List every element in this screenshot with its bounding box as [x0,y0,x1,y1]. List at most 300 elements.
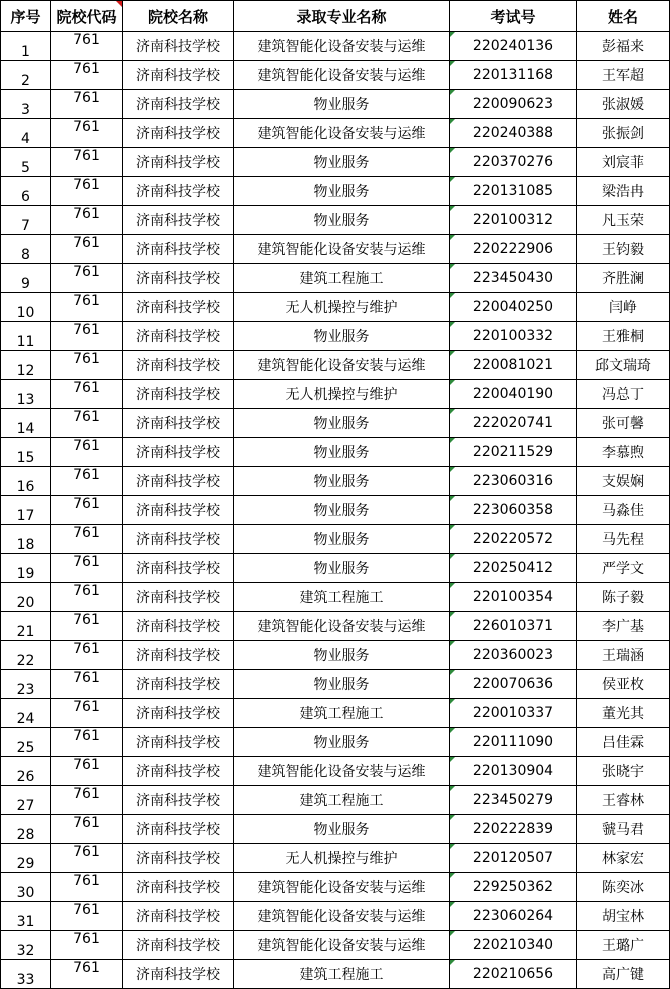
table-row [1,467,670,496]
cell-school-name[interactable] [123,177,234,206]
cell-seq[interactable] [1,641,51,670]
cell-major[interactable] [234,815,450,844]
number-as-text-marker-icon [450,757,455,762]
cell-major[interactable] [234,90,450,119]
cell-seq-text: 21 [16,624,35,640]
cell-school-name[interactable] [123,293,234,322]
cell-major-text: 建筑工程施工 [299,793,384,809]
cell-seq-text: 33 [16,972,35,988]
cell-school-code[interactable] [51,670,123,699]
cell-school-code[interactable] [51,351,123,380]
cell-seq[interactable] [1,409,51,438]
cell-student-name[interactable] [577,844,670,873]
number-as-text-marker-icon [450,554,455,559]
cell-school-code-text: 761 [73,757,100,773]
cell-student-name-text: 王瑞涵 [602,648,644,664]
number-as-text-marker-icon [450,815,455,820]
cell-school-code-text: 761 [73,467,100,483]
cell-student-name-text: 李慕煦 [602,445,644,461]
number-as-text-marker-icon [450,728,455,733]
cell-student-name-text: 陈子毅 [602,590,644,606]
cell-student-name[interactable] [577,322,670,351]
cell-major[interactable] [234,293,450,322]
cell-seq-text: 6 [21,189,30,205]
cell-exam-no[interactable] [450,206,577,235]
cell-school-name[interactable] [123,641,234,670]
cell-student-name[interactable] [577,699,670,728]
cell-seq[interactable] [1,931,51,960]
cell-major[interactable] [234,177,450,206]
cell-school-name[interactable] [123,438,234,467]
cell-seq[interactable] [1,264,51,293]
cell-major[interactable] [234,351,450,380]
cell-school-code[interactable] [51,148,123,177]
number-as-text-marker-icon [450,409,455,414]
cell-student-name[interactable] [577,525,670,554]
cell-student-name[interactable] [577,90,670,119]
cell-school-name[interactable] [123,32,234,61]
cell-school-code[interactable] [51,380,123,409]
cell-school-name[interactable] [123,873,234,902]
cell-exam-no-text: 222020741 [472,415,554,431]
cell-student-name[interactable] [577,206,670,235]
table-row [1,496,670,525]
cell-major[interactable] [234,235,450,264]
cell-school-code[interactable] [51,960,123,989]
cell-school-name-text: 济南科技学校 [136,677,220,693]
cell-major-text: 建筑智能化设备安装与运维 [257,358,426,374]
cell-exam-no[interactable] [450,815,577,844]
cell-seq[interactable] [1,467,51,496]
cell-seq[interactable] [1,728,51,757]
cell-seq[interactable] [1,525,51,554]
cell-exam-no[interactable] [450,148,577,177]
cell-school-code[interactable] [51,641,123,670]
cell-student-name-text: 齐胜澜 [602,271,644,287]
cell-seq-text: 29 [16,856,35,872]
number-as-text-marker-icon [450,873,455,878]
cell-major[interactable] [234,699,450,728]
cell-exam-no-text: 220100312 [472,212,554,228]
cell-student-name-text: 董光其 [602,706,644,722]
cell-exam-no-text: 220070636 [472,676,554,692]
cell-major-text: 建筑工程施工 [299,706,384,722]
cell-school-name[interactable] [123,148,234,177]
cell-exam-no[interactable] [450,322,577,351]
cell-school-name[interactable] [123,235,234,264]
cell-school-code[interactable] [51,844,123,873]
cell-school-name[interactable] [123,583,234,612]
header-name[interactable]: 姓名 [577,1,670,32]
cell-student-name-text: 王睿林 [602,793,644,809]
cell-seq[interactable] [1,148,51,177]
cell-exam-no[interactable] [450,554,577,583]
cell-school-code-text: 761 [73,496,100,512]
cell-exam-no[interactable] [450,61,577,90]
cell-major[interactable] [234,583,450,612]
cell-school-code[interactable] [51,32,123,61]
cell-seq[interactable] [1,815,51,844]
cell-school-name[interactable] [123,612,234,641]
cell-seq-text: 32 [16,943,35,959]
cell-student-name[interactable] [577,554,670,583]
cell-student-name[interactable] [577,728,670,757]
cell-seq-text: 25 [16,740,35,756]
cell-school-name[interactable] [123,844,234,873]
header-school-name[interactable]: 院校名称 [123,1,234,32]
cell-major-text: 建筑智能化设备安装与运维 [257,242,426,258]
cell-seq[interactable] [1,583,51,612]
cell-student-name[interactable] [577,467,670,496]
cell-student-name[interactable] [577,815,670,844]
number-as-text-marker-icon [450,902,455,907]
table-row [1,206,670,235]
cell-student-name[interactable] [577,264,670,293]
cell-school-name[interactable] [123,90,234,119]
cell-school-name-text: 济南科技学校 [136,387,220,403]
cell-school-name[interactable] [123,380,234,409]
cell-seq[interactable] [1,902,51,931]
cell-major-text: 物业服务 [313,329,370,345]
cell-school-name[interactable] [123,525,234,554]
cell-school-code-text: 761 [73,612,100,628]
cell-school-name-text: 济南科技学校 [136,39,220,55]
cell-exam-no[interactable] [450,351,577,380]
cell-exam-no[interactable] [450,757,577,786]
cell-major-text: 建筑智能化设备安装与运维 [257,39,426,55]
cell-major[interactable] [234,554,450,583]
cell-exam-no[interactable] [450,786,577,815]
cell-seq[interactable] [1,873,51,902]
cell-major[interactable] [234,438,450,467]
cell-school-code[interactable] [51,235,123,264]
cell-major[interactable] [234,264,450,293]
cell-seq-text: 1 [21,44,30,60]
cell-school-code[interactable] [51,815,123,844]
cell-seq-text: 3 [21,102,30,118]
cell-student-name-text: 支娱娴 [602,474,644,490]
cell-student-name[interactable] [577,757,670,786]
cell-school-name-text: 济南科技学校 [136,474,220,490]
cell-major[interactable] [234,844,450,873]
cell-seq[interactable] [1,235,51,264]
cell-exam-no[interactable] [450,409,577,438]
cell-school-code[interactable] [51,61,123,90]
cell-school-code-text: 761 [73,583,100,599]
cell-student-name[interactable] [577,351,670,380]
cell-exam-no[interactable] [450,960,577,989]
cell-student-name-text: 闫峥 [609,300,637,316]
cell-major[interactable] [234,61,450,90]
cell-student-name-text: 胡宝林 [602,909,644,925]
cell-school-name[interactable] [123,119,234,148]
cell-exam-no-text: 220370276 [472,154,554,170]
cell-major[interactable] [234,467,450,496]
cell-exam-no[interactable] [450,525,577,554]
cell-school-name[interactable] [123,467,234,496]
cell-school-code[interactable] [51,206,123,235]
cell-school-name-text: 济南科技学校 [136,155,220,171]
cell-school-code-text: 761 [73,960,100,976]
header-major[interactable]: 录取专业名称 [234,1,450,32]
cell-major[interactable] [234,380,450,409]
cell-major[interactable] [234,119,450,148]
cell-school-code[interactable] [51,525,123,554]
cell-student-name[interactable] [577,119,670,148]
cell-school-name[interactable] [123,322,234,351]
cell-student-name[interactable] [577,931,670,960]
number-as-text-marker-icon [450,931,455,936]
cell-school-code[interactable] [51,293,123,322]
cell-exam-no[interactable] [450,264,577,293]
table-row [1,525,670,554]
header-school-code-label: 院校代码 [56,7,117,26]
cell-exam-no[interactable] [450,612,577,641]
cell-student-name[interactable] [577,960,670,989]
number-as-text-marker-icon [450,583,455,588]
cell-major[interactable] [234,206,450,235]
cell-school-code-text: 761 [73,322,100,338]
cell-major-text: 物业服务 [313,822,370,838]
cell-seq-text: 28 [16,827,35,843]
cell-seq[interactable] [1,786,51,815]
cell-seq[interactable] [1,61,51,90]
cell-school-code[interactable] [51,931,123,960]
cell-student-name[interactable] [577,293,670,322]
cell-school-code[interactable] [51,177,123,206]
number-as-text-marker-icon [450,264,455,269]
cell-student-name[interactable] [577,670,670,699]
cell-school-name[interactable] [123,815,234,844]
cell-seq[interactable] [1,322,51,351]
cell-student-name[interactable] [577,902,670,931]
cell-exam-no[interactable] [450,728,577,757]
cell-school-name-text: 济南科技学校 [136,561,220,577]
cell-major[interactable] [234,612,450,641]
cell-major[interactable] [234,757,450,786]
cell-major-text: 建筑智能化设备安装与运维 [257,764,426,780]
cell-school-code-text: 761 [73,148,100,164]
cell-seq[interactable] [1,177,51,206]
cell-school-name[interactable] [123,902,234,931]
cell-exam-no[interactable] [450,641,577,670]
cell-exam-no[interactable] [450,177,577,206]
cell-seq-text: 23 [16,682,35,698]
cell-student-name-text: 凡玉荣 [602,213,644,229]
cell-major-text: 建筑智能化设备安装与运维 [257,880,426,896]
table-row [1,902,670,931]
table-row [1,728,670,757]
cell-seq[interactable] [1,699,51,728]
cell-major-text: 建筑智能化设备安装与运维 [257,619,426,635]
cell-student-name[interactable] [577,786,670,815]
cell-school-code-text: 761 [73,206,100,222]
cell-school-code-text: 761 [73,699,100,715]
cell-school-name[interactable] [123,61,234,90]
cell-seq[interactable] [1,612,51,641]
cell-exam-no[interactable] [450,380,577,409]
cell-exam-no[interactable] [450,438,577,467]
header-row [1,1,670,32]
cell-seq[interactable] [1,438,51,467]
cell-major[interactable] [234,670,450,699]
cell-school-code[interactable] [51,496,123,525]
cell-exam-no-text: 220130904 [472,763,554,779]
table-row [1,322,670,351]
cell-exam-no[interactable] [450,699,577,728]
cell-major[interactable] [234,409,450,438]
cell-seq[interactable] [1,293,51,322]
cell-exam-no[interactable] [450,931,577,960]
cell-seq-text: 31 [16,914,35,930]
table-row [1,351,670,380]
cell-school-name-text: 济南科技学校 [136,242,220,258]
cell-student-name-text: 虢马君 [602,822,644,838]
cell-major[interactable] [234,902,450,931]
cell-school-name[interactable] [123,960,234,989]
cell-school-code[interactable] [51,119,123,148]
cell-school-code-text: 761 [73,90,100,106]
cell-exam-no-text: 220220572 [472,531,554,547]
number-as-text-marker-icon [450,119,455,124]
cell-major-text: 建筑智能化设备安装与运维 [257,126,426,142]
cell-seq-text: 13 [16,392,35,408]
cell-major[interactable] [234,728,450,757]
cell-school-name[interactable] [123,728,234,757]
cell-student-name[interactable] [577,496,670,525]
cell-exam-no[interactable] [450,90,577,119]
cell-exam-no[interactable] [450,293,577,322]
cell-major-text: 物业服务 [313,735,370,751]
cell-school-name[interactable] [123,351,234,380]
cell-seq-text: 4 [21,131,30,147]
cell-school-code[interactable] [51,322,123,351]
cell-exam-no[interactable] [450,32,577,61]
cell-major[interactable] [234,148,450,177]
cell-major[interactable] [234,786,450,815]
cell-student-name[interactable] [577,61,670,90]
cell-school-name[interactable] [123,699,234,728]
cell-seq[interactable] [1,380,51,409]
cell-exam-no[interactable] [450,119,577,148]
cell-school-name[interactable] [123,206,234,235]
cell-exam-no[interactable] [450,670,577,699]
cell-major-text: 无人机操控与维护 [285,851,398,867]
cell-school-name[interactable] [123,409,234,438]
cell-exam-no[interactable] [450,902,577,931]
cell-school-code[interactable] [51,757,123,786]
cell-major[interactable] [234,931,450,960]
cell-student-name[interactable] [577,641,670,670]
cell-school-code[interactable] [51,409,123,438]
cell-school-name-text: 济南科技学校 [136,416,220,432]
header-exam-no[interactable]: 考试号 [450,1,577,32]
cell-school-code[interactable] [51,264,123,293]
cell-seq-text: 5 [21,160,30,176]
cell-student-name[interactable] [577,612,670,641]
cell-major[interactable] [234,496,450,525]
cell-seq[interactable] [1,757,51,786]
cell-school-code-text: 761 [73,844,100,860]
cell-seq[interactable] [1,351,51,380]
cell-seq[interactable] [1,960,51,989]
table-row [1,380,670,409]
cell-student-name[interactable] [577,32,670,61]
cell-student-name[interactable] [577,148,670,177]
cell-seq[interactable] [1,32,51,61]
cell-school-code[interactable] [51,612,123,641]
cell-seq[interactable] [1,206,51,235]
number-as-text-marker-icon [450,177,455,182]
cell-exam-no[interactable] [450,235,577,264]
header-school-code[interactable] [51,1,123,32]
cell-school-code[interactable] [51,583,123,612]
cell-school-name[interactable] [123,496,234,525]
cell-student-name-text: 刘宸菲 [602,155,644,171]
cell-exam-no[interactable] [450,873,577,902]
cell-student-name[interactable] [577,177,670,206]
cell-seq[interactable] [1,496,51,525]
comment-marker-icon [116,1,122,7]
cell-major[interactable] [234,525,450,554]
cell-seq-text: 24 [16,711,35,727]
cell-school-name[interactable] [123,757,234,786]
cell-school-code[interactable] [51,90,123,119]
cell-major[interactable] [234,32,450,61]
cell-school-name[interactable] [123,786,234,815]
cell-major-text: 物业服务 [313,648,370,664]
cell-exam-no[interactable] [450,467,577,496]
cell-school-name[interactable] [123,554,234,583]
cell-school-code[interactable] [51,699,123,728]
cell-school-code[interactable] [51,873,123,902]
cell-exam-no-text: 220210340 [472,937,554,953]
cell-school-code[interactable] [51,554,123,583]
cell-major-text: 建筑智能化设备安装与运维 [257,938,426,954]
cell-exam-no[interactable] [450,496,577,525]
cell-major[interactable] [234,873,450,902]
cell-seq[interactable] [1,670,51,699]
cell-student-name[interactable] [577,235,670,264]
cell-major[interactable] [234,322,450,351]
cell-school-name[interactable] [123,931,234,960]
cell-seq[interactable] [1,554,51,583]
cell-school-code[interactable] [51,728,123,757]
cell-student-name[interactable] [577,380,670,409]
cell-school-name[interactable] [123,264,234,293]
cell-seq[interactable] [1,844,51,873]
cell-student-name[interactable] [577,409,670,438]
cell-exam-no[interactable] [450,583,577,612]
cell-student-name[interactable] [577,438,670,467]
cell-school-name[interactable] [123,670,234,699]
cell-exam-no[interactable] [450,844,577,873]
cell-student-name[interactable] [577,873,670,902]
header-seq[interactable]: 序号 [1,1,51,32]
cell-seq[interactable] [1,90,51,119]
cell-student-name[interactable] [577,583,670,612]
cell-major-text: 物业服务 [313,213,370,229]
cell-major[interactable] [234,960,450,989]
table-row [1,757,670,786]
cell-school-code[interactable] [51,786,123,815]
cell-major[interactable] [234,641,450,670]
cell-school-code[interactable] [51,467,123,496]
cell-school-name-text: 济南科技学校 [136,909,220,925]
cell-seq[interactable] [1,119,51,148]
cell-school-code[interactable] [51,438,123,467]
cell-school-code[interactable] [51,902,123,931]
